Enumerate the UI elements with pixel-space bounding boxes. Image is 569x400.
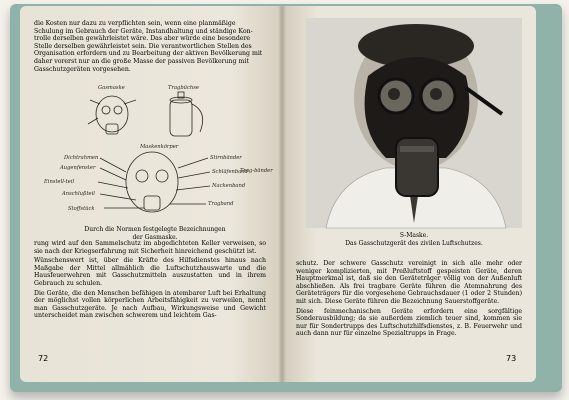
- text-line: Schulung im Gebrauch der Geräte, Instandhaltung und ständige Kon-: [34, 27, 253, 35]
- caption-line: der Gasmaske.: [132, 233, 178, 241]
- label-stirnbaender: Stirnbänder: [210, 155, 242, 161]
- label-maskenkoerper: Maskenkörper: [140, 144, 179, 150]
- mask-body-drawing: [98, 152, 210, 212]
- page-number-left: 72: [38, 354, 49, 363]
- label-anschlussteil: Anschlußteil: [62, 191, 95, 197]
- paragraph: Die Geräte, die den Menschen befähigen in atembarer Luft bei Erhaltung der möglichst vollen körperlichen Arbeitsfähigkeit zu verweilen, nennt man Gasschutzgeräte. Je nach Aufbau, Wirkungsweise und Gewicht unterscheidet man zwischen schwerem und leichtem Gas-: [34, 289, 266, 320]
- text-line: Stelle derselben gewährleistet sein. Die verantwortlichen Stellen des: [34, 42, 252, 50]
- photo-caption: [306, 232, 522, 247]
- label-tragbaender: Trag-bänder: [240, 168, 273, 174]
- text-line: Gasschutzgeräten vorgesehen.: [34, 65, 131, 73]
- gas-mask-photo: [306, 18, 522, 228]
- page-number-right: 73: [506, 354, 517, 363]
- gas-mask-diagram: [40, 82, 273, 232]
- label-dichtrahmen: Dichtrahmen: [64, 155, 99, 161]
- left-top-text: [34, 20, 266, 73]
- label-tragbuechse: Tragbüchse: [168, 85, 199, 91]
- paragraph: Diese feinmechanischen Geräte erfordern eine sorgfältige Sonderausbildung; da sie außerdem ziemlich teuer sind, kommen sie nur für Sondertrupps des Luftschutzhilfsdienstes, z. B. Feuerwehr und auch dann nur für einzelne Spezialtrupps in Frage.: [296, 307, 522, 338]
- label-stoffstueck: Stoffstück: [68, 206, 95, 212]
- paragraph: Wünschenswert ist, über die Kräfte des Hilfsdienstes hinaus nach Maßgabe der Mittel allmählich die Luftschutzhauswarte und die Hausfeuerwehren mit Gasschutzmitteln auszustatten und in ihrem Gebrauch zu schulen.: [34, 257, 266, 287]
- caption-line: Das Gasschutzgerät des zivilen Luftschutzes.: [345, 239, 483, 247]
- text-line: daher vorerst nur an die große Masse der passiven Bevölkerung mit: [34, 57, 249, 65]
- paragraph: schutz. Der schwere Gasschutz vereinigt in sich alle mehr oder weniger komplizierten, mit Preßluftstoff gespeisten Geräte, deren Hauptmerkmal ist, daß sie den Geräteträger völlig von der Außenluft abschließen. Als frei tragbare Geräte führen die Atemnahrung des Geräteträgers für die vorgesehene Gebrauchsdauer (1 oder 2 Stunden) mit sich. Diese Geräte führen die Bezeichnung Sauerstoffgeräte.: [296, 260, 522, 305]
- label-schlaefenband: Schläfenband: [212, 169, 248, 175]
- caption-line: S-Maske.: [399, 232, 429, 239]
- label-augenfenster: Augenfenster: [60, 165, 96, 171]
- text-line: die Kosten nur dazu zu verpflichten sein, wenn eine planmäßige: [34, 20, 236, 27]
- text-line: trolle derselben gewährleistet wäre. Das aber würde eine besondere: [34, 35, 251, 43]
- gas-mask-drawing: [88, 96, 136, 134]
- carrying-can-drawing: [170, 92, 203, 136]
- label-gasmaske: Gasmaske: [98, 85, 125, 91]
- diagram-caption: [60, 226, 250, 241]
- label-nackenband: Nackenband: [212, 183, 246, 189]
- paragraph: rung wird auf den Sammelschutz im abgedichteten Keller verweisen, so sie nach der Kriegserfahrung mit Sicherheit hinreichend geschützt ist.: [34, 240, 266, 255]
- book-spine: [278, 6, 286, 382]
- left-bottom-text: [34, 240, 266, 322]
- text-line: Organisation erfordern und zu Bearbeitung der aktiven Bevölkerung mit: [34, 50, 263, 58]
- right-bottom-text: [296, 260, 522, 340]
- label-einstellteil: Einstell-teil: [44, 179, 75, 185]
- caption-line: Durch die Normen festgelegte Bezeichnungen: [84, 226, 226, 233]
- label-tragband: Tragband: [208, 201, 234, 207]
